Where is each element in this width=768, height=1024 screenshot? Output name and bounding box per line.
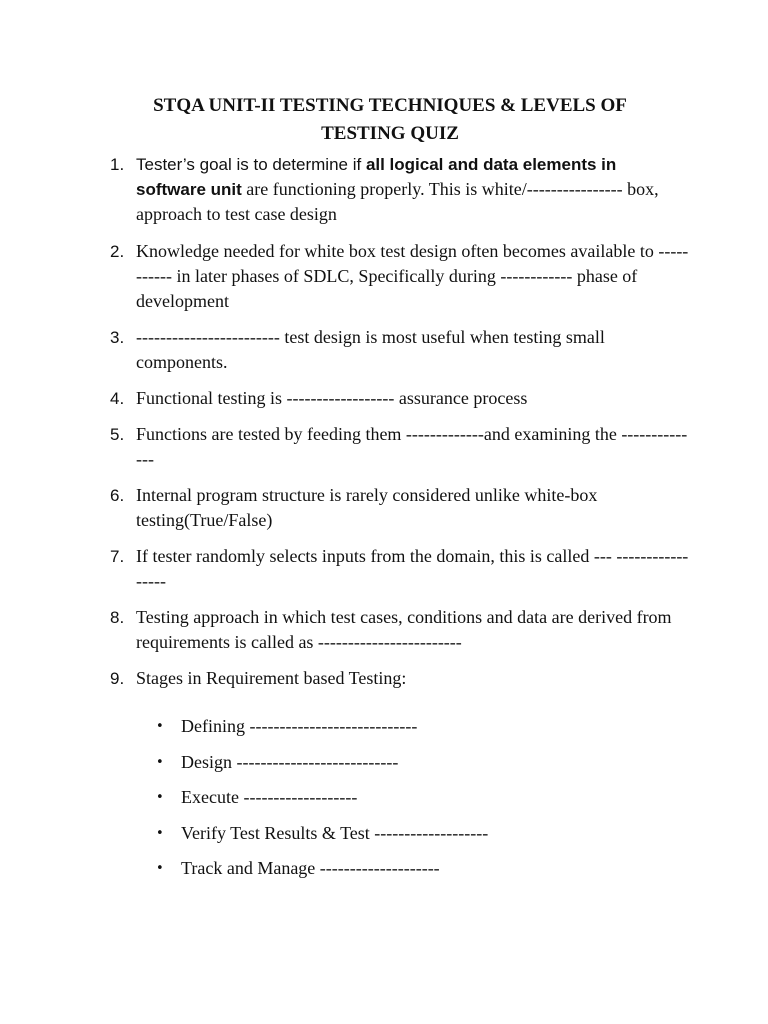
question-7	[110, 544, 690, 594]
question-number: 6.	[110, 486, 125, 505]
question-1	[110, 152, 690, 227]
question-text: ------------------------ test design is most useful when testing small components.	[136, 327, 605, 372]
stage-item	[156, 714, 488, 739]
question-number: 1.	[110, 155, 125, 174]
stage-text: Design ---------------------------	[181, 751, 399, 772]
title-line-2: TESTING QUIZ	[321, 123, 459, 144]
question-3	[110, 325, 690, 375]
question-text: Internal program structure is rarely considered unlike white-box testing(True/False)	[136, 485, 598, 530]
stage-text: Verify Test Results & Test -------------------	[181, 822, 489, 843]
question-4	[110, 386, 690, 411]
spacer	[110, 655, 690, 666]
question-text: Testing approach in which test cases, conditions and data are derived from requirements is called as ------------------------	[136, 607, 672, 652]
question-text: Functions are tested by feeding them -------------and examining the --------------	[136, 424, 688, 469]
question-text: Stages in Requirement based Testing:	[136, 668, 407, 688]
question-9	[110, 666, 690, 691]
spacer	[110, 472, 690, 483]
stage-item	[156, 785, 488, 810]
question-number: 5.	[110, 425, 125, 444]
stage-text: Execute -------------------	[181, 787, 358, 807]
question-text: Functional testing is ------------------ assurance process	[136, 388, 528, 408]
spacer	[110, 314, 690, 325]
question-list	[110, 152, 690, 691]
spacer	[110, 533, 690, 544]
question-number: 3.	[110, 328, 125, 347]
bullet-icon: •	[156, 825, 164, 841]
bullet-icon: •	[156, 719, 164, 734]
question-8	[110, 605, 690, 655]
bullet-icon: •	[156, 790, 164, 805]
spacer	[110, 375, 690, 386]
bullet-icon: •	[156, 754, 164, 770]
question-number: 2.	[110, 242, 125, 261]
stage-item	[156, 856, 488, 881]
stage-text: Track and Manage --------------------	[181, 858, 440, 878]
question-5	[110, 422, 690, 472]
stage-item	[156, 821, 488, 846]
question-number: 8.	[110, 608, 125, 627]
question-text-part: Tester’s goal is to determine if	[136, 155, 366, 174]
stages-list	[156, 714, 488, 892]
spacer	[110, 411, 690, 422]
bullet-icon: •	[156, 861, 164, 876]
question-text: Knowledge needed for white box test design often becomes available to ----------- in later phases of SDLC, Specifically during ------------ phase of development	[136, 241, 689, 311]
question-number: 4.	[110, 389, 125, 408]
title-line-1: STQA UNIT-II TESTING TECHNIQUES & LEVELS OF	[153, 95, 627, 116]
question-number: 9.	[110, 669, 125, 688]
spacer	[110, 594, 690, 605]
question-text: If tester randomly selects inputs from the domain, this is called --- -----------------	[136, 546, 689, 591]
question-6	[110, 483, 690, 533]
stage-text: Defining ----------------------------	[181, 716, 418, 736]
question-number: 7.	[110, 547, 125, 566]
question-text-part: are functioning properly. This is white/---------------- box, approach to test case design	[136, 179, 659, 224]
quiz-title	[100, 92, 680, 148]
stage-item	[156, 750, 488, 775]
question-2	[110, 239, 690, 314]
question-text-bold: all logical and data elements in software unit	[136, 155, 617, 199]
